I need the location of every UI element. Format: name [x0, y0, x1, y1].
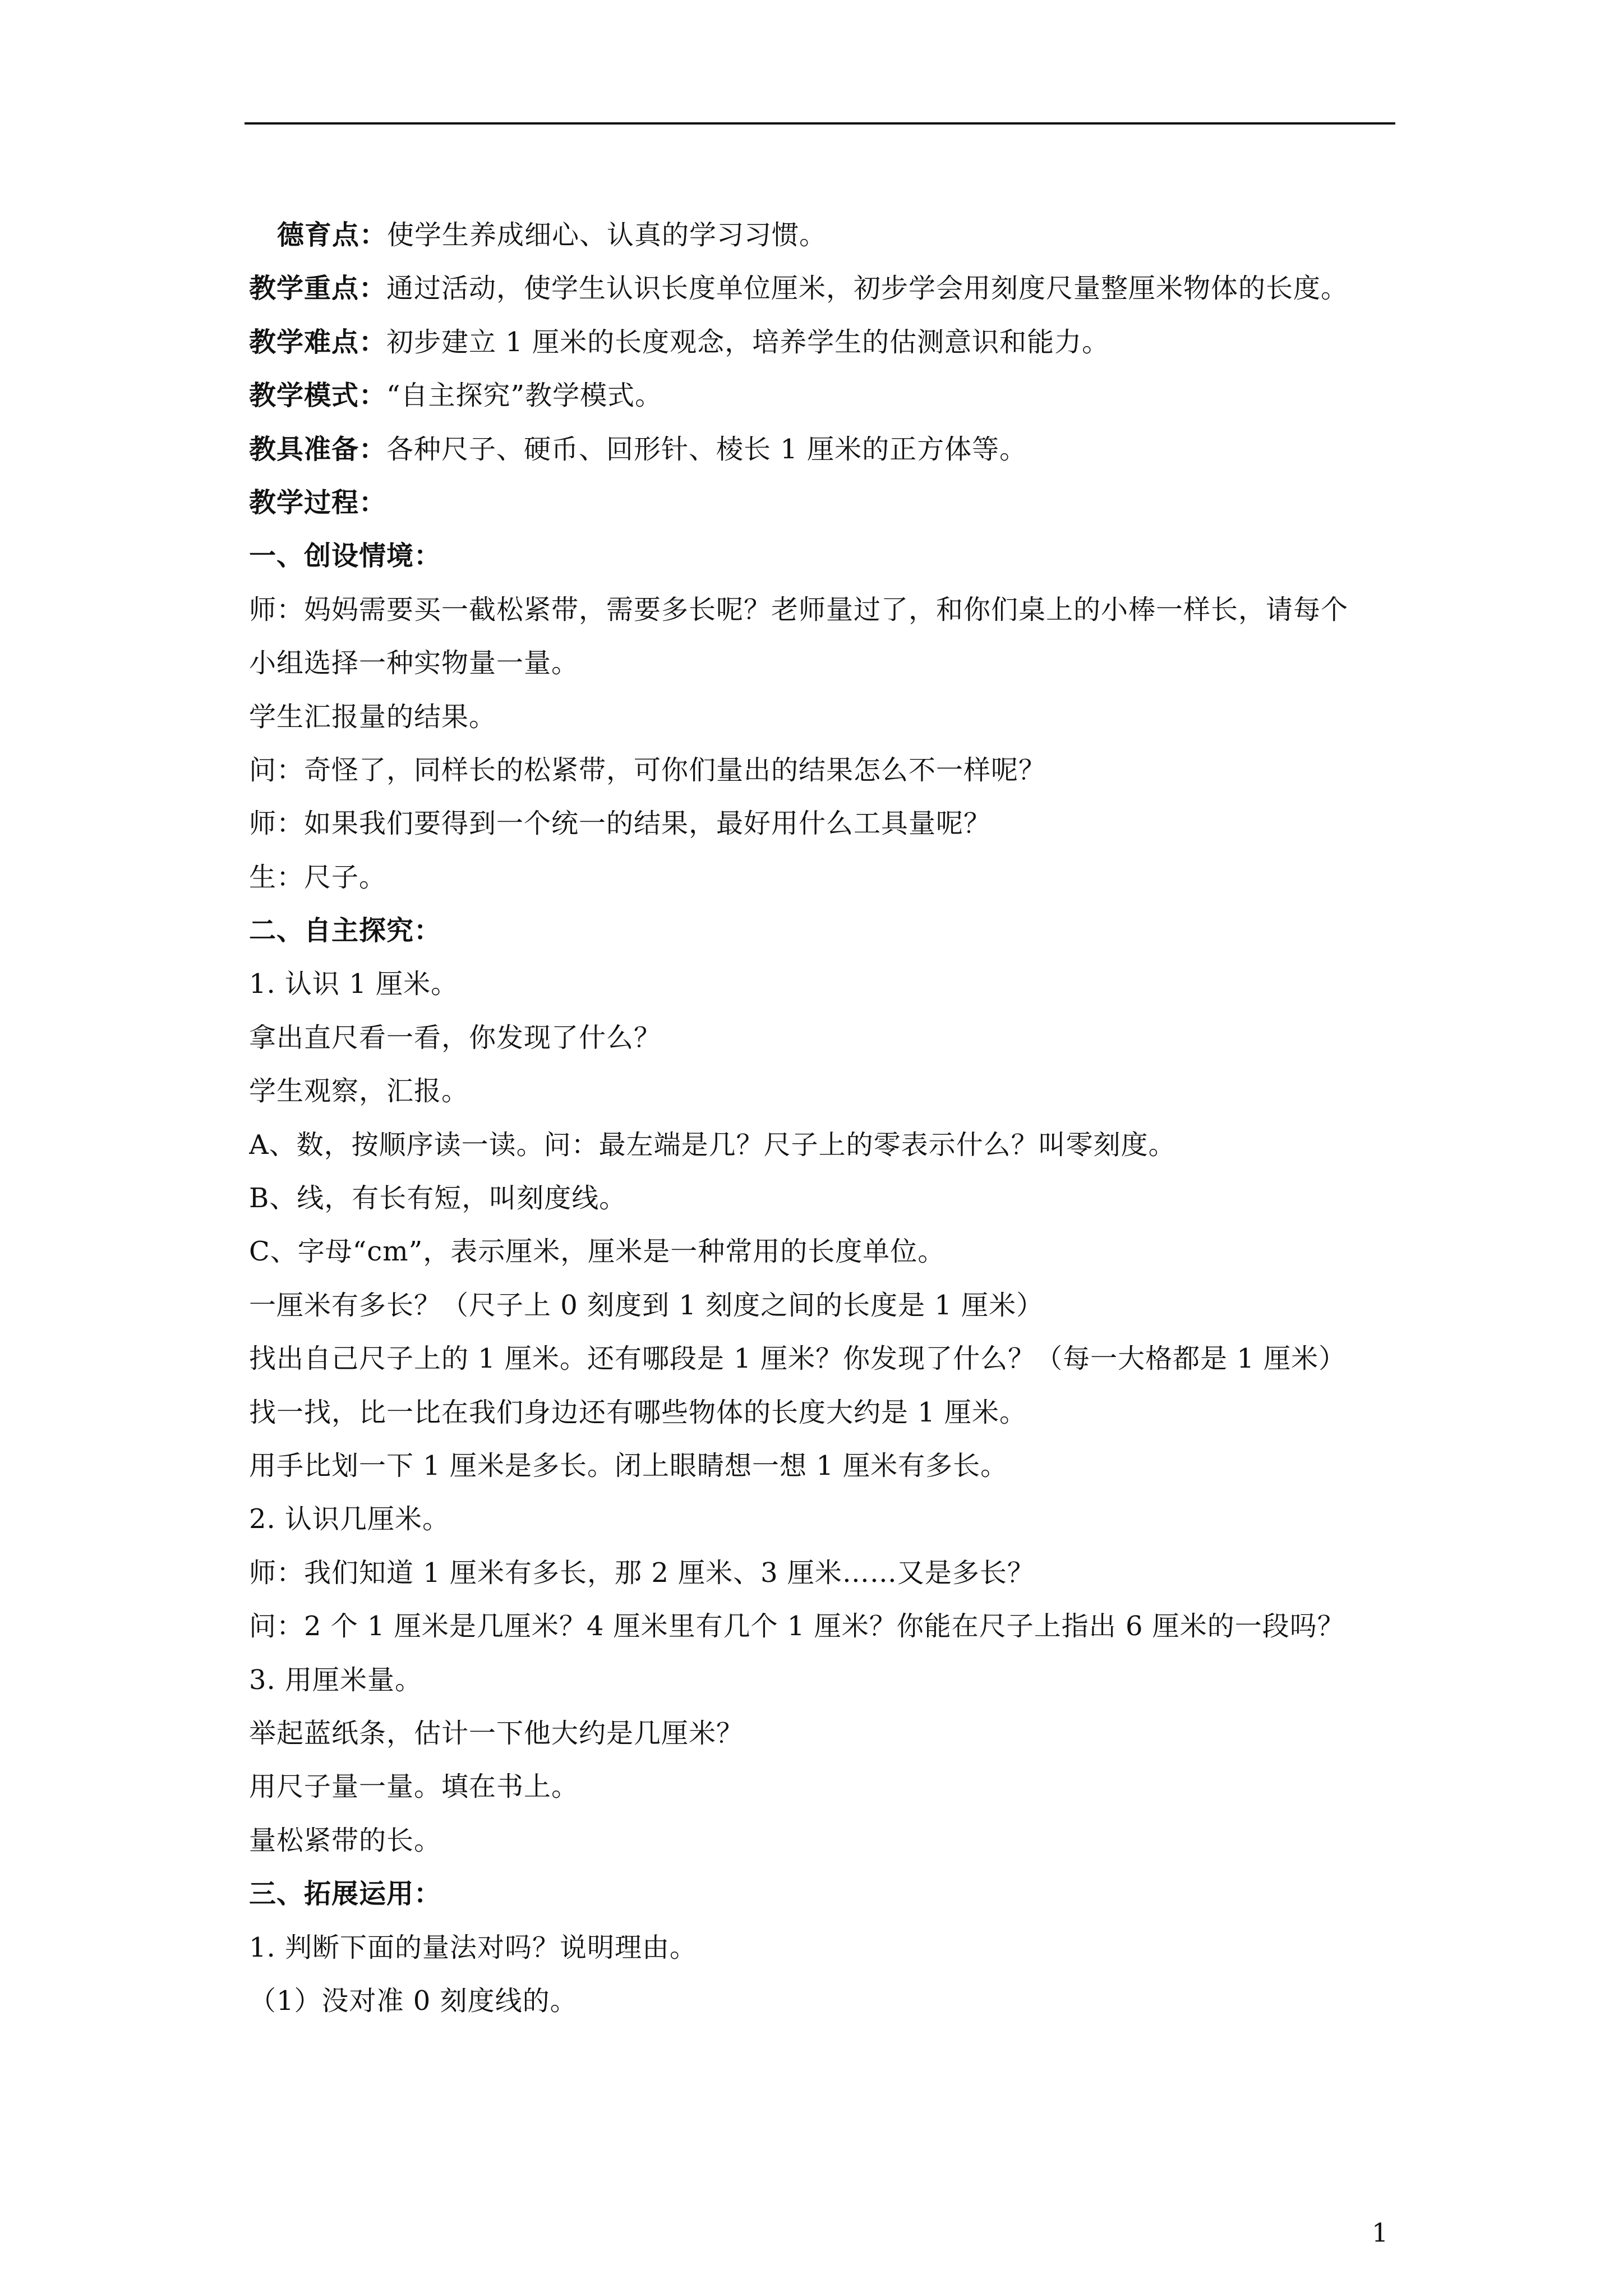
section2-line: C、字母“cm”，表示厘米，厘米是一种常用的长度单位。	[249, 1236, 946, 1268]
section2-line: 3. 用厘米量。	[249, 1664, 423, 1696]
meta-line-mode	[249, 369, 1404, 422]
section2-line: 问：2 个 1 厘米是几厘米？4 厘米里有几个 1 厘米？你能在尺子上指出 6 厘米的一段吗？	[249, 1611, 1345, 1642]
section1-line: 学生汇报量的结果。	[249, 701, 497, 733]
section-heading-3: 三、拓展运用：	[249, 1878, 442, 1910]
section2-line: 一厘米有多长？（尺子上 0 刻度到 1 刻度之间的长度是 1 厘米）	[249, 1289, 1044, 1321]
meta-label: 教学重点：	[249, 273, 387, 305]
section2-line: 举起蓝纸条，估计一下他大约是几厘米？	[249, 1717, 744, 1749]
section2-line: A、数，按顺序读一读。问：最左端是几？尺子上的零表示什么？叫零刻度。	[249, 1129, 1176, 1161]
process-heading: 教学过程：	[249, 486, 387, 518]
section2-line: 2. 认识几厘米。	[249, 1503, 450, 1535]
section1-line: 师：妈妈需要买一截松紧带，需要多长呢？老师量过了，和你们桌上的小棒一样长，请每个	[249, 593, 1349, 625]
section2-line: 师：我们知道 1 厘米有多长，那 2 厘米、3 厘米……又是多长？	[249, 1557, 1035, 1589]
section1-line: 师：如果我们要得到一个统一的结果，最好用什么工具量呢？	[249, 808, 992, 840]
section2-line: 用尺子量一量。填在书上。	[249, 1771, 579, 1803]
meta-text: 通过活动，使学生认识长度单位厘米，初步学会用刻度尺量整厘米物体的长度。	[386, 273, 1349, 305]
section3-line: （1）没对准 0 刻度线的。	[249, 1985, 578, 2017]
meta-label: 德育点：	[277, 219, 388, 251]
meta-label: 教学模式：	[249, 380, 387, 412]
meta-line-difficulty	[249, 316, 1404, 369]
section1-line: 生：尺子。	[249, 861, 387, 893]
section1-line: 问：奇怪了，同样长的松紧带，可你们量出的结果怎么不一样呢？	[249, 754, 1046, 786]
section2-line: B、线，有长有短，叫刻度线。	[249, 1182, 627, 1214]
page-number: 1	[1372, 2217, 1389, 2248]
section2-line: 拿出直尺看一看，你发现了什么？	[249, 1022, 662, 1053]
section3-line: 1. 判断下面的量法对吗？说明理由。	[249, 1931, 698, 1963]
section-heading-2: 二、自主探究：	[249, 915, 442, 947]
meta-line-key-point	[249, 262, 1404, 315]
section2-line: 用手比划一下 1 厘米是多长。闭上眼睛想一想 1 厘米有多长。	[249, 1450, 1008, 1481]
meta-text: “自主探究”教学模式。	[386, 380, 663, 412]
section2-line: 1. 认识 1 厘米。	[249, 968, 459, 1000]
section2-line: 学生观察，汇报。	[249, 1075, 469, 1107]
section1-line: 小组选择一种实物量一量。	[249, 647, 579, 679]
section2-line: 找一找，比一比在我们身边还有哪些物体的长度大约是 1 厘米。	[249, 1396, 1027, 1428]
section2-line: 找出自己尺子上的 1 厘米。还有哪段是 1 厘米？你发现了什么？（每一大格都是 1 厘米）	[249, 1343, 1347, 1375]
meta-label: 教学难点：	[249, 326, 387, 358]
section2-line: 量松紧带的长。	[249, 1824, 442, 1856]
document-body	[249, 209, 1404, 2028]
meta-line-materials	[249, 423, 1404, 476]
meta-text: 使学生养成细心、认真的学习习惯。	[387, 219, 827, 251]
header-rule	[245, 122, 1395, 125]
meta-line-moral	[249, 209, 1404, 262]
meta-label: 教具准备：	[249, 433, 387, 465]
section-heading-1: 一、创设情境：	[249, 540, 442, 572]
meta-text: 各种尺子、硬币、回形针、棱长 1 厘米的正方体等。	[386, 433, 1027, 465]
meta-text: 初步建立 1 厘米的长度观念，培养学生的估测意识和能力。	[386, 326, 1110, 358]
